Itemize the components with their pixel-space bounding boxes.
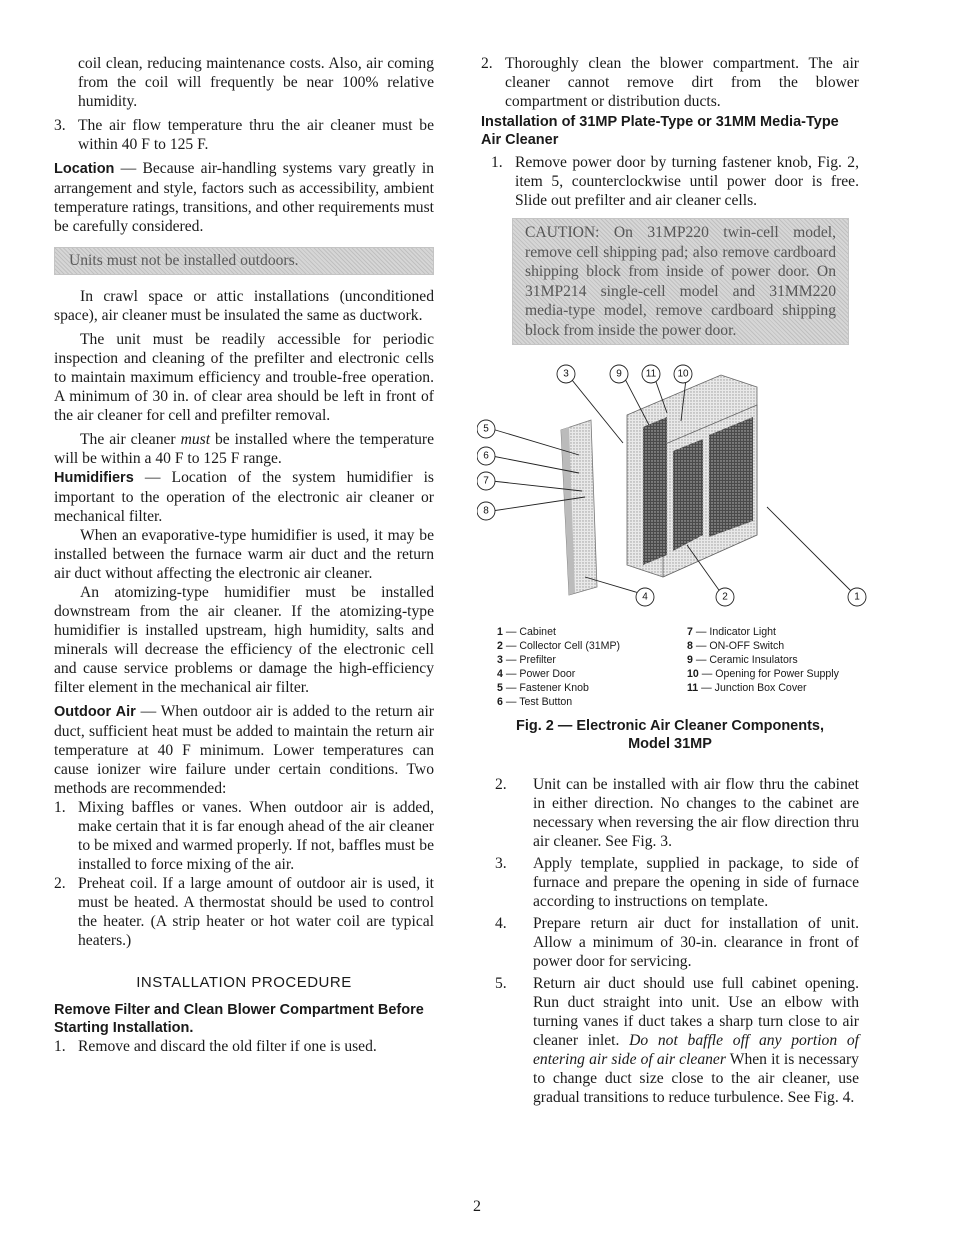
legend-item: 11 — Junction Box Cover xyxy=(687,682,807,694)
callout-11: 11 xyxy=(645,368,657,380)
left-column xyxy=(54,54,434,1056)
figure-2-air-cleaner xyxy=(477,355,867,617)
paragraph-coil: coil clean, reducing maintenance costs. Also, air coming from the coil will frequently be near 100% relative humidity. xyxy=(78,55,434,110)
remove-filter-heading: Remove Filter and Clean Blower Compartment Before Starting Installation. xyxy=(54,1002,424,1036)
install-step-4: 4. Prepare return air duct for installation of unit. Allow a minimum of 30-in. clearance in front of power door for servicing. xyxy=(495,915,859,970)
install-step-2: 2. Unit can be installed with air flow thru the cabinet in either direction. No changes to the cabinet are necessary when reversing the air flow direction thru air cleaner. See Fig. 3. xyxy=(495,776,859,850)
right-column xyxy=(481,54,859,1107)
figure-caption: Fig. 2 — Electronic Air Cleaner Components, Model 31MP xyxy=(515,718,825,752)
step-item-2: 2. Thoroughly clean the blower compartment. The air cleaner cannot remove dirt from the blower compartment or distribution ducts. xyxy=(481,55,859,110)
legend-item: 1 — Cabinet xyxy=(497,626,556,638)
air-cleaner-diagram xyxy=(477,355,867,617)
legend-item: 3 — Prefilter xyxy=(497,654,556,666)
legend-right-column xyxy=(687,625,867,709)
legend-item: 4 — Power Door xyxy=(497,668,576,680)
list-item-3: 3. The air flow temperature thru the air cleaner must be within 40 F to 125 F. xyxy=(54,117,434,153)
caution-box: CAUTION: On 31MP220 twin-cell model, remove cell shipping pad; also remove cardboard shipping block from inside of power door. On 31MP214 single-cell model and 31MM220 media-type model, remove cardboard shipping block from inside the power door. xyxy=(512,218,849,345)
legend-item: 2 — Collector Cell (31MP) xyxy=(497,640,621,652)
legend-item: 6 — Test Button xyxy=(497,696,573,708)
install-step-1: 1. Remove power door by turning fastener knob, Fig. 2, item 5, counterclockwise until power door is free. Slide out prefilter and air cleaner cells. xyxy=(491,154,859,209)
installation-31mp-heading: Installation of 31MP Plate-Type or 31MM Media-Type Air Cleaner xyxy=(481,114,839,148)
install-step-3: 3. Apply template, supplied in package, to side of furnace and prepare the opening in side of furnace according to instructions on template. xyxy=(495,855,859,910)
cabinet xyxy=(627,375,757,577)
callout-5: 5 xyxy=(483,423,489,435)
legend-item: 7 — Indicator Light xyxy=(687,626,776,638)
installation-procedure-heading: INSTALLATION PROCEDURE xyxy=(136,974,352,991)
outdoor-warning-box: Units must not be installed outdoors. xyxy=(54,247,434,275)
figure-legend xyxy=(497,625,859,709)
callout-8: 8 xyxy=(483,505,489,517)
callout-6: 6 xyxy=(483,450,489,462)
callout-4: 4 xyxy=(642,591,648,603)
paragraph-location: Location — Because air-handling systems vary greatly in arrangement and style, factors such as accessibility, ambient temperature ratings, transitions, and other requirements must be carefully considered. xyxy=(54,160,434,235)
paragraph-crawl-space: In crawl space or attic installations (unconditioned space), air cleaner must be insulated the same as ductwork. xyxy=(54,288,434,324)
callout-1: 1 xyxy=(854,591,860,603)
method-item-2: 2. Preheat coil. If a large amount of outdoor air is used, it must be heated. A thermostat should be used to control the heater. (A strip heater or hot water coil are typical heaters.) xyxy=(54,875,434,949)
callout-2: 2 xyxy=(722,591,728,603)
callout-9: 9 xyxy=(616,368,622,380)
power-door xyxy=(561,420,597,595)
paragraph-accessibility: The unit must be readily accessible for periodic inspection and cleaning of the prefilter and electronic cells to maintain maximum efficiency and trouble-free operation. A minimum of 30 in. of clear area should be left in front of the air cleaner for cell and prefilter removal. xyxy=(54,331,434,424)
callout-7: 7 xyxy=(483,475,489,487)
paragraph-outdoor-air: Outdoor Air — When outdoor air is added to the return air duct, sufficient heat must be added to maintain the return air temperature at 40 F minimum. Lower temperatures can cause ionizer wire failure under certain conditions. Two methods are recommended: xyxy=(54,703,435,797)
callout-10: 10 xyxy=(677,368,689,380)
legend-item: 9 — Ceramic Insulators xyxy=(687,654,798,666)
legend-item: 5 — Fastener Knob xyxy=(497,682,589,694)
humidifiers-heading: Humidifiers xyxy=(54,470,134,486)
paragraph-temperature: The air cleaner must be installed where the temperature will be within a 40 F to 125 F range. xyxy=(54,431,434,467)
legend-item: 8 — ON-OFF Switch xyxy=(687,640,785,652)
page-number: 2 xyxy=(473,1198,481,1215)
outdoor-air-heading: Outdoor Air xyxy=(54,704,136,720)
paragraph-evaporative: When an evaporative-type humidifier is used, it may be installed between the furnace warm air duct and the return air duct without affecting the electronic air cleaner. xyxy=(54,527,434,582)
legend-item: 10 — Opening for Power Supply xyxy=(687,668,839,680)
paragraph-atomizing: An atomizing-type humidifier must be installed downstream from the air cleaner. If the atomizing-type humidifier is installed upstream, high humidity, salts and minerals will decrease the efficiency of the electronic cell and cause service problems or damage the high-efficiency filter element in the mechanical air filter. xyxy=(54,584,434,696)
paragraph-humidifiers: Humidifiers — Location of the system humidifier is important to the operation of the electronic air cleaner or mechanical filter. xyxy=(54,469,434,525)
step-item-1: 1. Remove and discard the old filter if one is used. xyxy=(54,1038,377,1055)
legend-left-column xyxy=(497,625,687,709)
callout-3: 3 xyxy=(563,368,569,380)
method-item-1: 1. Mixing baffles or vanes. When outdoor air is added, make certain that it is far enough ahead of the air cleaner to be mixed and warmed properly. If not, baffles must be installed to force mixing of the air. xyxy=(54,799,434,873)
location-heading: Location xyxy=(54,161,115,177)
install-step-5: 5. Return air duct should use full cabinet opening. Run duct straight into unit. Use an elbow with turning vanes if duct takes a sharp turn close to air cleaner inlet. Do not baffle off any portion of entering air side of air cleaner When it is necessary to change duct size close to the air cleaner, use gradual transitions to reduce turbulence. See Fig. 4. xyxy=(495,975,860,1106)
